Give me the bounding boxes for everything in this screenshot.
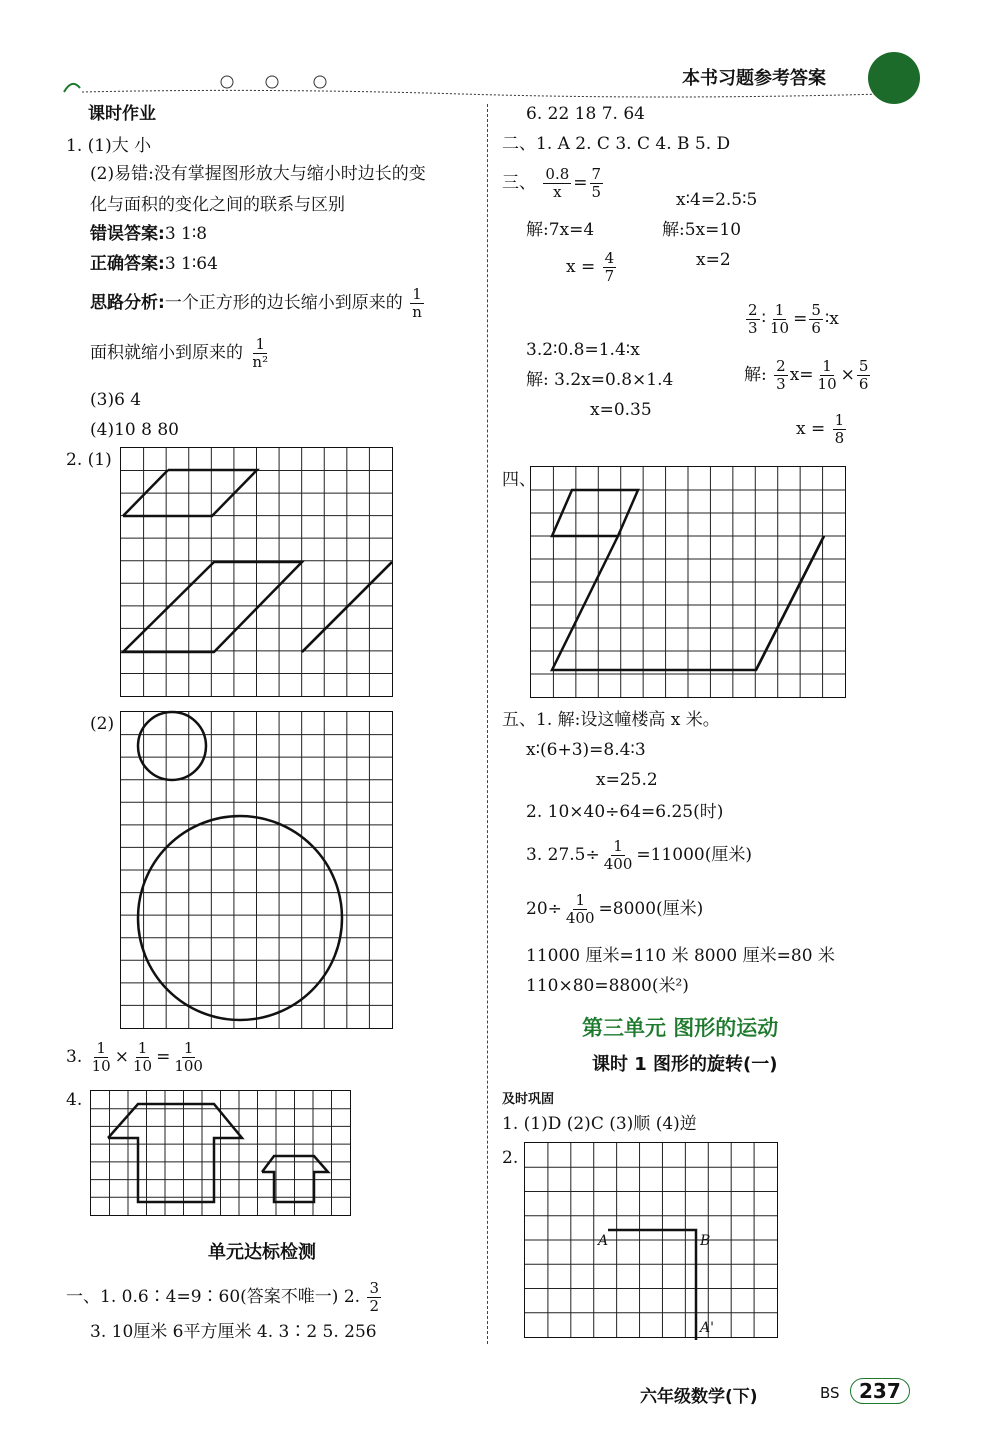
r16: 3. 27.5÷ $\frac{1}{400}$ =11000(厘米) bbox=[526, 837, 752, 873]
q4-label: 4. bbox=[66, 1090, 83, 1110]
r13: x∶(6+3)=8.4∶3 bbox=[526, 740, 646, 760]
label-a: A bbox=[598, 1233, 609, 1249]
r5-a: x = $\frac{4}{7}$ bbox=[566, 249, 615, 285]
r20: 1. (1)D (2)C (3)顺 (4)逆 bbox=[502, 1114, 697, 1134]
wrong-answer: 错误答案:3 1∶8 bbox=[90, 224, 208, 244]
r4-a: 解:7x=4 bbox=[526, 220, 595, 240]
header-title: 本书习题参考答案 bbox=[682, 68, 826, 89]
q2-2: (2) bbox=[90, 714, 115, 734]
unit-test-title: 单元达标检测 bbox=[208, 1242, 316, 1263]
footer-edition: BS bbox=[820, 1384, 840, 1402]
q2-1: 2. (1) bbox=[66, 450, 112, 470]
s1-3: 3. 10厘米 6平方厘米 4. 3∶2 5. 256 bbox=[90, 1322, 377, 1342]
r21: 2. bbox=[502, 1148, 519, 1168]
r8-a: 解: 3.2x=0.8×1.4 bbox=[526, 370, 674, 390]
q1-2b: 化与面积的变化之间的联系与区别 bbox=[90, 195, 345, 215]
analysis: 思路分析:一个正方形的边长缩小到原来的 $\frac{1}{n}$ bbox=[90, 285, 422, 321]
footer-book: 六年级数学(下) bbox=[640, 1387, 758, 1407]
r6: $\frac{2}{3}$ ∶ $\frac{1}{10}$ = $\frac{5}{6}$ ∶x bbox=[748, 301, 839, 337]
r3: 三、 $\frac{0.8}{x}$ = $\frac{7}{5}$ bbox=[502, 165, 602, 201]
r15: 2. 10×40÷64=6.25(时) bbox=[526, 802, 724, 822]
page-number: 237 bbox=[850, 1378, 910, 1404]
r1: 6. 22 18 7. 64 bbox=[526, 104, 645, 124]
label-a-prime: A' bbox=[700, 1320, 714, 1336]
r14: x=25.2 bbox=[596, 770, 658, 790]
q1-4: (4)10 8 80 bbox=[90, 420, 179, 440]
r4-b: 解:5x=10 bbox=[662, 220, 742, 240]
r9: x=0.35 bbox=[590, 400, 652, 420]
r12: 五、1. 解:设这幢楼高 x 米。 bbox=[502, 710, 720, 730]
lesson1-title: 课时 1 图形的旋转(一) bbox=[592, 1054, 778, 1075]
s1-1: 一、1. 0.6∶4=9∶60(答案不唯一) 2. $\frac{3}{2}$ bbox=[66, 1279, 380, 1315]
r8-b: 解: $\frac{2}{3}$ x= $\frac{1}{10}$ × $\frac{5}{6}$ bbox=[744, 357, 869, 393]
q3: 3. $\frac{1}{10}$ × $\frac{1}{10}$ = $\frac{1}{100}$ bbox=[66, 1039, 203, 1075]
r11-label: 四、 bbox=[502, 470, 536, 490]
r3-b: x∶4=2.5∶5 bbox=[676, 190, 758, 210]
r2: 二、1. A 2. C 3. C 4. B 5. D bbox=[502, 134, 731, 154]
q1-3: (3)6 4 bbox=[90, 390, 142, 410]
label-b: B bbox=[700, 1233, 711, 1249]
area-text: 面积就缩小到原来的 $\frac{1}{\text{n²}}$ bbox=[90, 335, 269, 371]
r5-b: x=2 bbox=[696, 250, 731, 270]
unit3-title: 第三单元 图形的运动 bbox=[582, 1016, 779, 1040]
right-answer: 正确答案:3 1∶64 bbox=[90, 254, 218, 274]
q1-2a: (2)易错:没有掌握图形放大与缩小时边长的变 bbox=[90, 164, 426, 184]
section-title: 课时作业 bbox=[88, 104, 156, 124]
r17: 20÷ $\frac{1}{400}$ =8000(厘米) bbox=[526, 891, 704, 927]
r18: 11000 厘米=110 米 8000 厘米=80 米 bbox=[526, 946, 835, 966]
timely-label: 及时巩固 bbox=[502, 1092, 555, 1107]
r19: 110×80=8800(米²) bbox=[526, 976, 689, 996]
r10: x = $\frac{1}{8}$ bbox=[796, 411, 845, 447]
r7: 3.2∶0.8=1.4∶x bbox=[526, 340, 640, 360]
q1-1: 1. (1)大 小 bbox=[66, 136, 152, 156]
